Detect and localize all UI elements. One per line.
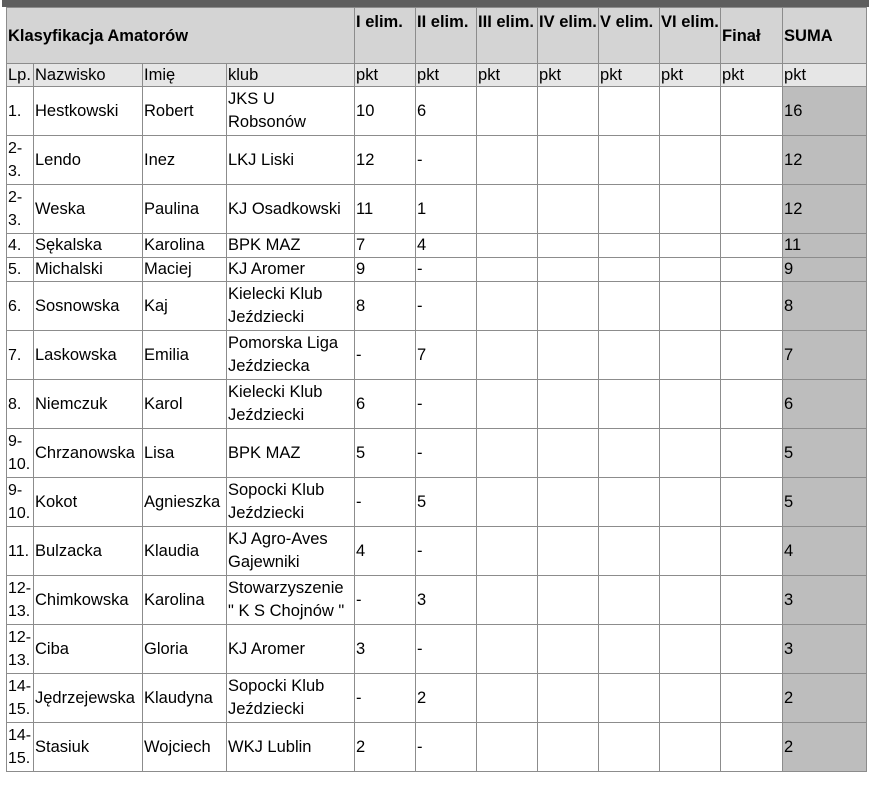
cell-points-sum: 8	[783, 282, 867, 331]
cell-points-round-5	[599, 380, 660, 429]
cell-first-name: Wojciech	[143, 723, 227, 772]
cell-club: KJ Aromer	[227, 258, 355, 282]
cell-first-name: Karolina	[143, 234, 227, 258]
cell-surname: Sękalska	[34, 234, 143, 258]
cell-points-sum: 4	[783, 527, 867, 576]
cell-points-round-6	[660, 576, 721, 625]
cell-rank: 14-15.	[7, 723, 34, 772]
cell-points-round-6	[660, 258, 721, 282]
cell-surname: Jędrzejewska	[34, 674, 143, 723]
cell-points-round-4	[538, 136, 599, 185]
cell-points-round-2: -	[416, 136, 477, 185]
cell-points-round-4	[538, 527, 599, 576]
cell-first-name: Karolina	[143, 576, 227, 625]
cell-points-final	[721, 429, 783, 478]
header-round-6: VI elim.	[660, 8, 721, 64]
cell-surname: Laskowska	[34, 331, 143, 380]
cell-points-round-6	[660, 331, 721, 380]
cell-club: Sopocki Klub Jeździecki	[227, 478, 355, 527]
table-row	[7, 87, 867, 136]
cell-points-round-3	[477, 136, 538, 185]
cell-points-round-5	[599, 234, 660, 258]
subheader-name: Imię	[143, 64, 227, 87]
cell-points-round-4	[538, 185, 599, 234]
cell-points-round-3	[477, 282, 538, 331]
cell-points-round-3	[477, 478, 538, 527]
cell-points-round-5	[599, 576, 660, 625]
cell-points-round-1: 3	[355, 625, 416, 674]
cell-points-sum: 11	[783, 234, 867, 258]
table-title: Klasyfikacja Amatorów	[7, 8, 355, 64]
cell-first-name: Inez	[143, 136, 227, 185]
cell-points-round-4	[538, 429, 599, 478]
cell-club: KJ Osadkowski	[227, 185, 355, 234]
cell-points-final	[721, 87, 783, 136]
cell-points-round-4	[538, 234, 599, 258]
cell-points-round-1: 11	[355, 185, 416, 234]
cell-rank: 12-13.	[7, 625, 34, 674]
cell-surname: Chimkowska	[34, 576, 143, 625]
cell-points-round-1: -	[355, 674, 416, 723]
table-row	[7, 380, 867, 429]
cell-points-sum: 16	[783, 87, 867, 136]
cell-points-round-2: -	[416, 527, 477, 576]
cell-surname: Hestkowski	[34, 87, 143, 136]
subheader-pts-6: pkt	[660, 64, 721, 87]
cell-points-round-5	[599, 674, 660, 723]
subheader-club: klub	[227, 64, 355, 87]
cell-club: Pomorska Liga Jeździecka	[227, 331, 355, 380]
cell-points-round-6	[660, 185, 721, 234]
cell-club: KJ Agro-Aves Gajewniki	[227, 527, 355, 576]
table-row	[7, 258, 867, 282]
cell-points-round-4	[538, 331, 599, 380]
cell-first-name: Klaudyna	[143, 674, 227, 723]
cell-rank: 4.	[7, 234, 34, 258]
cell-points-round-3	[477, 331, 538, 380]
cell-surname: Lendo	[34, 136, 143, 185]
cell-points-round-6	[660, 674, 721, 723]
cell-points-sum: 2	[783, 723, 867, 772]
cell-rank: 8.	[7, 380, 34, 429]
subheader-pts-final: pkt	[721, 64, 783, 87]
cell-points-round-4	[538, 576, 599, 625]
cell-points-round-1: -	[355, 576, 416, 625]
cell-points-final	[721, 478, 783, 527]
cell-club: LKJ Liski	[227, 136, 355, 185]
cell-points-round-2: 2	[416, 674, 477, 723]
cell-points-final	[721, 258, 783, 282]
cell-points-round-6	[660, 478, 721, 527]
cell-points-round-5	[599, 331, 660, 380]
header-round-2: II elim.	[416, 8, 477, 64]
cell-points-round-2: 7	[416, 331, 477, 380]
cell-surname: Chrzanowska	[34, 429, 143, 478]
cell-first-name: Lisa	[143, 429, 227, 478]
cell-points-round-3	[477, 380, 538, 429]
header-round-1: I elim.	[355, 8, 416, 64]
cell-points-final	[721, 234, 783, 258]
cell-points-round-5	[599, 87, 660, 136]
cell-points-round-2: -	[416, 723, 477, 772]
table-row	[7, 478, 867, 527]
table-row	[7, 674, 867, 723]
cell-first-name: Gloria	[143, 625, 227, 674]
cell-points-round-2: -	[416, 625, 477, 674]
cell-club: Kielecki Klub Jeździecki	[227, 380, 355, 429]
cell-points-round-5	[599, 185, 660, 234]
cell-points-round-3	[477, 87, 538, 136]
cell-points-round-2: -	[416, 282, 477, 331]
cell-points-round-3	[477, 527, 538, 576]
cell-points-round-6	[660, 625, 721, 674]
cell-points-round-1: 8	[355, 282, 416, 331]
cell-surname: Michalski	[34, 258, 143, 282]
table-row	[7, 282, 867, 331]
cell-points-round-4	[538, 674, 599, 723]
table-row	[7, 429, 867, 478]
cell-rank: 11.	[7, 527, 34, 576]
table-row	[7, 331, 867, 380]
cell-first-name: Kaj	[143, 282, 227, 331]
cell-points-sum: 3	[783, 625, 867, 674]
cell-points-round-1: 4	[355, 527, 416, 576]
cell-points-final	[721, 625, 783, 674]
cell-points-final	[721, 185, 783, 234]
cell-rank: 14-15.	[7, 674, 34, 723]
cell-first-name: Agnieszka	[143, 478, 227, 527]
cell-points-final	[721, 380, 783, 429]
cell-points-round-1: 10	[355, 87, 416, 136]
cell-first-name: Klaudia	[143, 527, 227, 576]
cell-points-final	[721, 136, 783, 185]
ranking-table	[6, 7, 867, 772]
table-row	[7, 136, 867, 185]
cell-points-round-6	[660, 429, 721, 478]
subheader-pts-1: pkt	[355, 64, 416, 87]
table-row	[7, 723, 867, 772]
cell-points-sum: 12	[783, 185, 867, 234]
cell-points-round-5	[599, 429, 660, 478]
cell-rank: 9-10.	[7, 429, 34, 478]
cell-points-round-4	[538, 380, 599, 429]
cell-points-round-6	[660, 234, 721, 258]
cell-points-sum: 12	[783, 136, 867, 185]
cell-points-round-3	[477, 674, 538, 723]
table-row	[7, 234, 867, 258]
cell-points-round-5	[599, 282, 660, 331]
cell-points-round-4	[538, 87, 599, 136]
subheader-lp: Lp.	[7, 64, 34, 87]
cell-points-round-3	[477, 429, 538, 478]
cell-club: BPK MAZ	[227, 429, 355, 478]
cell-club: WKJ Lublin	[227, 723, 355, 772]
cell-points-round-4	[538, 258, 599, 282]
cell-first-name: Emilia	[143, 331, 227, 380]
header-sum: SUMA	[783, 8, 867, 64]
cell-rank: 5.	[7, 258, 34, 282]
cell-points-round-2: -	[416, 429, 477, 478]
cell-points-round-4	[538, 282, 599, 331]
cell-club: Sopocki Klub Jeździecki	[227, 674, 355, 723]
subheader-pts-5: pkt	[599, 64, 660, 87]
cell-club: Stowarzyszenie " K S Chojnów "	[227, 576, 355, 625]
cell-points-final	[721, 674, 783, 723]
subheader-row	[7, 64, 867, 87]
cell-club: KJ Aromer	[227, 625, 355, 674]
cell-points-round-1: 2	[355, 723, 416, 772]
cell-points-final	[721, 331, 783, 380]
cell-surname: Niemczuk	[34, 380, 143, 429]
cell-rank: 6.	[7, 282, 34, 331]
cell-points-round-2: -	[416, 380, 477, 429]
cell-points-sum: 9	[783, 258, 867, 282]
subheader-pts-3: pkt	[477, 64, 538, 87]
cell-points-sum: 3	[783, 576, 867, 625]
cell-rank: 1.	[7, 87, 34, 136]
cell-points-round-3	[477, 576, 538, 625]
subheader-pts-2: pkt	[416, 64, 477, 87]
cell-points-sum: 2	[783, 674, 867, 723]
cell-points-round-1: 5	[355, 429, 416, 478]
header-round-4: IV elim.	[538, 8, 599, 64]
cell-points-round-6	[660, 380, 721, 429]
cell-surname: Weska	[34, 185, 143, 234]
cell-surname: Sosnowska	[34, 282, 143, 331]
cell-points-final	[721, 723, 783, 772]
cell-points-round-1: 9	[355, 258, 416, 282]
cell-club: JKS U Robsonów	[227, 87, 355, 136]
table-row	[7, 576, 867, 625]
cell-points-round-6	[660, 136, 721, 185]
table-row	[7, 625, 867, 674]
cell-points-round-3	[477, 234, 538, 258]
cell-club: BPK MAZ	[227, 234, 355, 258]
subheader-surname: Nazwisko	[34, 64, 143, 87]
subheader-pts-sum: pkt	[783, 64, 867, 87]
cell-points-sum: 5	[783, 478, 867, 527]
header-round-5: V elim.	[599, 8, 660, 64]
cell-points-round-5	[599, 478, 660, 527]
cell-points-sum: 7	[783, 331, 867, 380]
cell-points-round-3	[477, 258, 538, 282]
cell-points-round-1: 6	[355, 380, 416, 429]
ranking-table-container	[6, 7, 866, 772]
cell-surname: Ciba	[34, 625, 143, 674]
table-row	[7, 185, 867, 234]
cell-club: Kielecki Klub Jeździecki	[227, 282, 355, 331]
cell-points-round-1: 7	[355, 234, 416, 258]
cell-points-round-5	[599, 723, 660, 772]
cell-rank: 9-10.	[7, 478, 34, 527]
cell-points-round-5	[599, 258, 660, 282]
cell-points-round-6	[660, 723, 721, 772]
cell-points-round-5	[599, 625, 660, 674]
header-row	[7, 8, 867, 64]
cell-points-round-3	[477, 185, 538, 234]
cell-points-round-1: 12	[355, 136, 416, 185]
cell-points-round-5	[599, 136, 660, 185]
cell-points-sum: 5	[783, 429, 867, 478]
cell-first-name: Karol	[143, 380, 227, 429]
cell-points-round-6	[660, 282, 721, 331]
cell-points-round-2: 6	[416, 87, 477, 136]
cell-points-round-4	[538, 723, 599, 772]
cell-surname: Stasiuk	[34, 723, 143, 772]
cell-first-name: Paulina	[143, 185, 227, 234]
cell-points-round-1: -	[355, 478, 416, 527]
cell-points-round-3	[477, 625, 538, 674]
cell-points-round-6	[660, 527, 721, 576]
cell-surname: Kokot	[34, 478, 143, 527]
cell-points-round-6	[660, 87, 721, 136]
cell-points-final	[721, 576, 783, 625]
cell-rank: 2-3.	[7, 136, 34, 185]
header-round-3: III elim.	[477, 8, 538, 64]
cell-points-sum: 6	[783, 380, 867, 429]
cell-points-round-2: 4	[416, 234, 477, 258]
cell-points-round-2: 3	[416, 576, 477, 625]
cell-points-round-4	[538, 478, 599, 527]
subheader-pts-4: pkt	[538, 64, 599, 87]
cell-points-final	[721, 527, 783, 576]
cell-points-final	[721, 282, 783, 331]
table-row	[7, 527, 867, 576]
cell-rank: 2-3.	[7, 185, 34, 234]
cell-points-round-2: -	[416, 258, 477, 282]
header-final: Finał	[721, 8, 783, 64]
cell-rank: 12-13.	[7, 576, 34, 625]
cell-first-name: Robert	[143, 87, 227, 136]
cell-points-round-3	[477, 723, 538, 772]
cell-points-round-1: -	[355, 331, 416, 380]
cell-points-round-5	[599, 527, 660, 576]
cell-first-name: Maciej	[143, 258, 227, 282]
cell-rank: 7.	[7, 331, 34, 380]
cell-points-round-4	[538, 625, 599, 674]
cell-surname: Bulzacka	[34, 527, 143, 576]
cell-points-round-2: 5	[416, 478, 477, 527]
cell-points-round-2: 1	[416, 185, 477, 234]
